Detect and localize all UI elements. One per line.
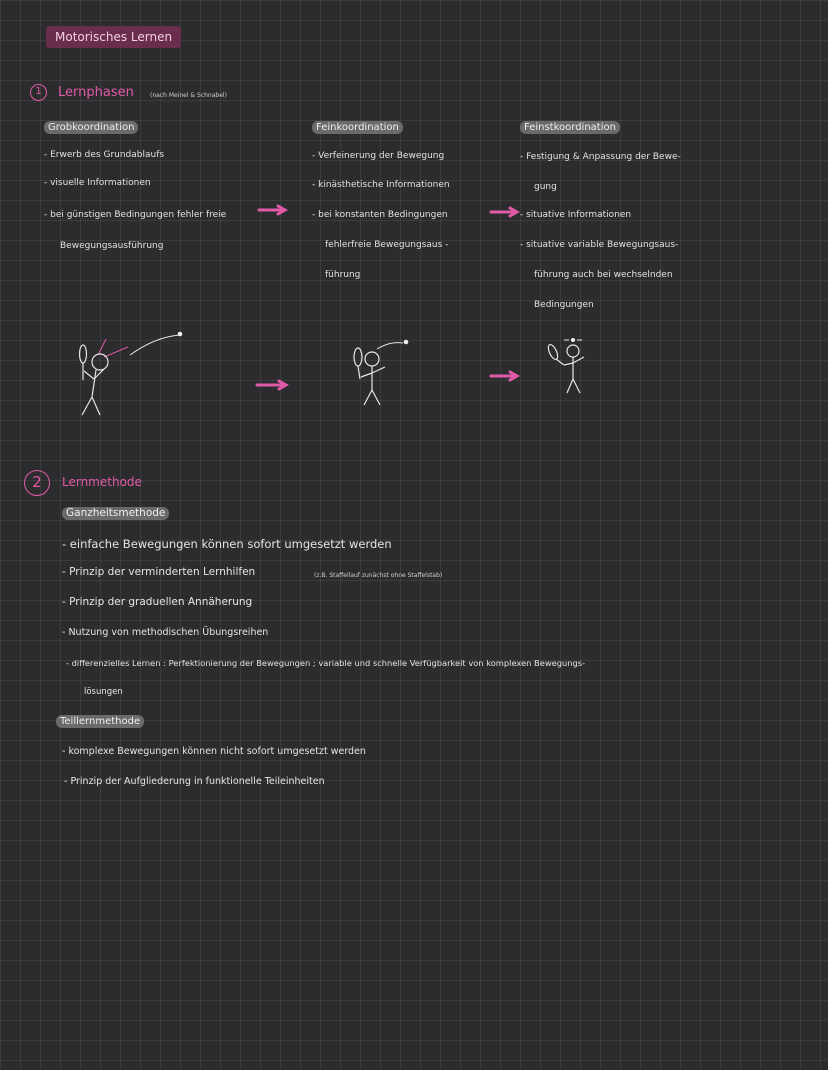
phase-fein-line: - bei konstanten Bedingungen (312, 210, 448, 220)
method-teillern-line: - Prinzip der Aufgliederung in funktionelle Teileinheiten (64, 776, 325, 787)
phase-grob-line: - visuelle Informationen (44, 178, 151, 188)
phase-grob-line: - Erwerb des Grundablaufs (44, 150, 165, 160)
arrow-right-icon (490, 206, 520, 218)
method-ganzheit-line: - differenzielles Lernen : Perfektionierung der Bewegungen ; variable und schnelle Verfügbarkeit von komplexen Bewegungs- (66, 658, 586, 668)
arrow-right-icon (256, 379, 290, 391)
phase-fein-line: führung (325, 270, 361, 280)
method-ganzheit-line: - einfache Bewegungen können sofort umgesetzt werden (62, 537, 392, 551)
phase-feinst-line: - situative Informationen (520, 210, 632, 220)
phase-feinst-line: gung (534, 182, 557, 192)
method-ganzheit-note: (z.B. Staffellauf zunächst ohne Staffelstab) (314, 572, 443, 579)
section-1-source: (nach Meinel & Schnabel) (150, 92, 227, 99)
page-title: Motorisches Lernen (46, 26, 181, 48)
phase-fein-line: - kinästhetische Informationen (312, 180, 450, 190)
phase-feinst-line: führung auch bei wechselnden (534, 270, 673, 280)
section-1-number: 1 (30, 84, 47, 101)
phase-feinst-line: Bedingungen (534, 300, 594, 310)
method-teillern-tag: Teillernmethode (56, 715, 144, 728)
phase-feinst-tag: Feinstkoordination (520, 121, 620, 134)
phase-grob-line: Bewegungsausführung (60, 241, 164, 251)
phase-grob-tag: Grobkoordination (44, 121, 138, 134)
phase-fein-tag: Feinkoordination (312, 121, 403, 134)
phase-feinst-line: - situative variable Bewegungsaus- (520, 240, 679, 250)
method-ganzheit-line: - Prinzip der verminderten Lernhilfen (62, 566, 256, 578)
arrow-right-icon (258, 204, 288, 216)
phase-feinst-line: - Festigung & Anpassung der Bewe- (520, 152, 681, 162)
stick-figure-fein-icon (345, 335, 425, 410)
phase-fein-line: - Verfeinerung der Bewegung (312, 151, 445, 161)
section-2-heading: Lernmethode (62, 475, 142, 489)
method-teillern-line: - komplexe Bewegungen können nicht sofort umgesetzt werden (62, 746, 366, 757)
method-ganzheit-line: - Prinzip der graduellen Annäherung (62, 596, 253, 608)
section-2-number: 2 (24, 470, 50, 496)
method-ganzheit-tag: Ganzheitsmethode (62, 507, 169, 520)
arrow-right-icon (490, 370, 520, 382)
section-1-heading: Lernphasen (58, 85, 134, 100)
method-ganzheit-line: - Nutzung von methodischen Übungsreihen (62, 627, 269, 638)
phase-fein-line: fehlerfreie Bewegungsaus - (325, 240, 449, 250)
stick-figure-grob-icon (70, 325, 190, 420)
method-ganzheit-line: lösungen (84, 687, 123, 697)
phase-grob-line: - bei günstigen Bedingungen fehler freie (44, 210, 227, 220)
stick-figure-feinst-icon (540, 335, 600, 397)
